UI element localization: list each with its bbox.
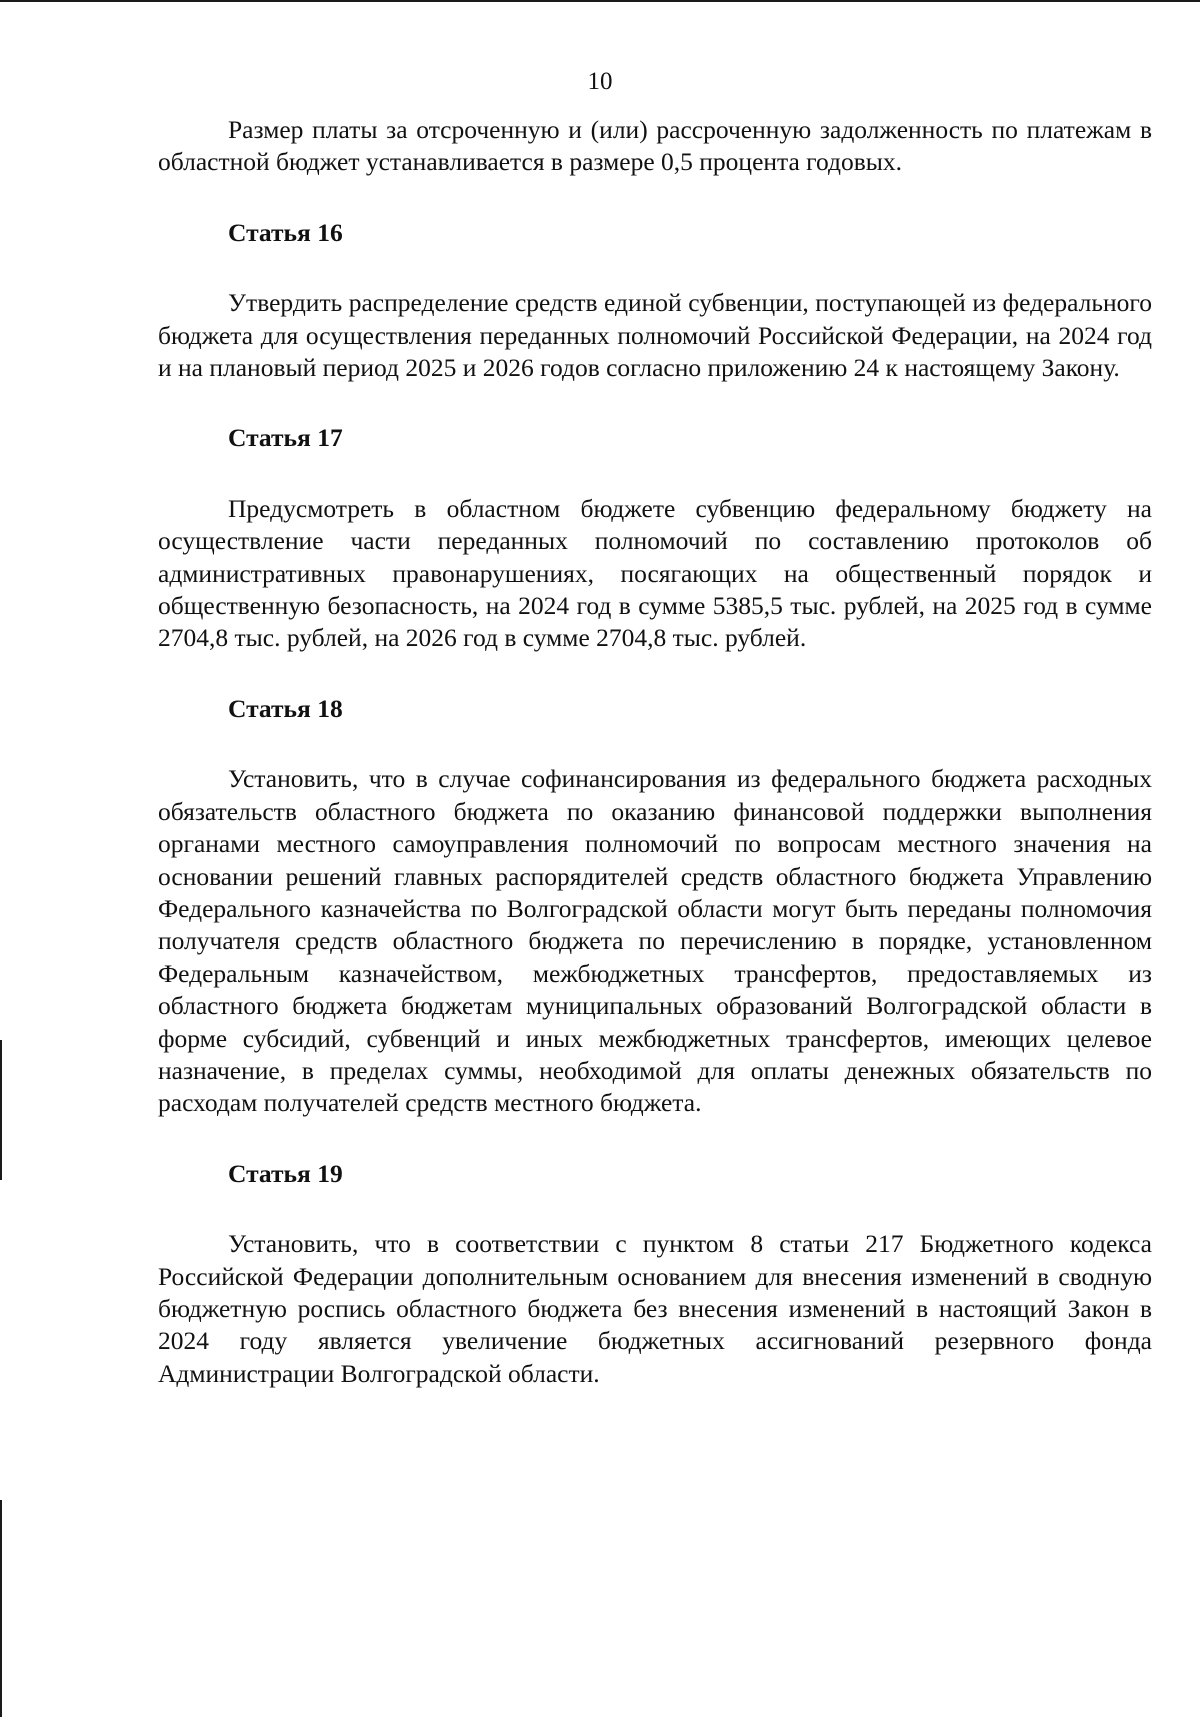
scan-edge-left bbox=[0, 1500, 2, 1717]
article-text-17: Предусмотреть в областном бюджете субвенцию федеральному бюджету на осуществление части переданных полномочий по составлению протоколов об административных правонарушениях, посягающих на общественный порядок и общественную безопасность, на 2024 год в сумме 5385,5 тыс. рублей, на 2025 год в сумме 2704,8 тыс. рублей, на 2026 год в сумме 2704,8 тыс. рублей. bbox=[158, 493, 1152, 653]
page-number: 10 bbox=[587, 68, 613, 95]
article-heading-18: Статья 18 bbox=[228, 693, 343, 723]
paragraph-intro: Размер платы за отсроченную и (или) рассроченную задолженность по платежам в областной бюджет устанавливается в размере 0,5 процента годовых. bbox=[158, 115, 1152, 177]
scan-edge-left bbox=[0, 1040, 2, 1180]
article-text-19: Установить, что в соответствии с пунктом 8 статьи 217 Бюджетного кодекса Российской Федерации дополнительным основанием для внесения изменений в сводную бюджетную роспись областного бюджета без внесения изменений в настоящий Закон в 2024 году является увеличение бюджетных ассигнований резервного фонда Администрации Волгоградской области. bbox=[158, 1229, 1152, 1388]
document-body bbox=[158, 114, 1152, 1390]
article-heading-19: Статья 19 bbox=[228, 1158, 343, 1188]
article-text-16: Утвердить распределение средств единой субвенции, поступающей из федерального бюджета для осуществления переданных полномочий Российской Федерации, на 2024 год и на плановый период 2025 и 2026 годов согласно приложению 24 к настоящему Закону. bbox=[158, 288, 1152, 383]
article-heading-16: Статья 16 bbox=[228, 217, 343, 247]
article-heading-17: Статья 17 bbox=[228, 423, 343, 453]
scan-edge-top bbox=[0, 0, 1200, 2]
article-text-18: Установить, что в случае софинансирования из федерального бюджета расходных обязательств областного бюджета по оказанию финансовой поддержки выполнения органами местного самоуправления полномочий по вопросам местного значения на основании решений главных распорядителей средств областного бюджета Управлению Федерального казначейства по Волгоградской области могут быть переданы полномочия получателя средств областного бюджета по перечислению в порядке, установленном Федеральным казначейством, межбюджетных трансфертов, предоставляемых из областного бюджета бюджетам муниципальных образований Волгоградской области в форме субсидий, субвенций и иных межбюджетных трансфертов, имеющих целевое назначение, в пределах суммы, необходимой для оплаты денежных обязательств по расходам получателей средств местного бюджета. bbox=[158, 764, 1152, 1118]
